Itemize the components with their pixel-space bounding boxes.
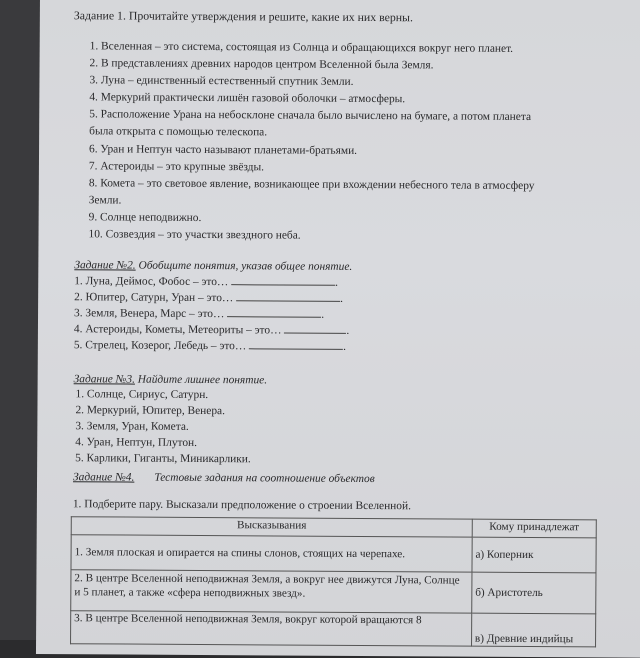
task3-item: 1. Солнце, Сириус, Сатурн. bbox=[75, 388, 209, 402]
task2-item: 2. Юпитер, Сатурн, Уран – это… . bbox=[74, 291, 344, 305]
table-cell-author: б) Аристотель bbox=[472, 572, 596, 614]
answer-blank[interactable] bbox=[231, 274, 335, 286]
answer-blank[interactable] bbox=[284, 322, 346, 333]
task2-heading bbox=[74, 258, 352, 274]
task3-item: 5. Карлики, Гиганты, Миникарлики. bbox=[75, 452, 251, 466]
table-row bbox=[71, 611, 596, 647]
table-row bbox=[71, 535, 596, 573]
answer-blank[interactable] bbox=[227, 306, 321, 318]
task3-instruction: Найдите лишнее понятие. bbox=[134, 373, 268, 387]
task3-label: Задание №3. bbox=[73, 373, 136, 386]
matching-table bbox=[70, 516, 597, 647]
task3-item: 2. Меркурий, Юпитер, Венера. bbox=[75, 404, 225, 418]
task1-item: 8. Комета – это световое явление, возникающее при вхождении небесного тела в атмосферу bbox=[88, 177, 535, 193]
task1-item: была открыта с помощью телескопа. bbox=[89, 125, 268, 139]
task2-item: 4. Астероиды, Кометы, Метеориты – это… . bbox=[73, 323, 350, 337]
task2-label: Задание №2. bbox=[74, 259, 136, 272]
task1-item: 6. Уран и Нептун часто называют планетами-братьями. bbox=[89, 143, 358, 157]
task2-instruction: Обобщите понятия, указав общее понятие. bbox=[135, 259, 353, 273]
task2-item: 5. Стрелец, Козерог, Лебедь – это… . bbox=[73, 339, 347, 353]
task2-item-text: 4. Астероиды, Кометы, Метеориты – это… bbox=[73, 323, 282, 337]
task4-label: Задание №4. bbox=[73, 471, 135, 484]
task2-item-text: 3. Земля, Венера, Марс – это… bbox=[74, 307, 225, 321]
task4-subtask: 1. Подберите пару. Высказали предположение о строении Вселенной. bbox=[72, 498, 411, 513]
task1-item: 9. Солнце неподвижно. bbox=[88, 211, 202, 224]
table-cell-author: в) Древние индийцы bbox=[471, 613, 595, 647]
task3-item: 4. Уран, Нептун, Плутон. bbox=[75, 436, 198, 449]
task4-instruction: Тестовые задания на соотношение объектов bbox=[154, 471, 375, 486]
task2-item-text: 2. Юпитер, Сатурн, Уран – это… bbox=[74, 291, 234, 305]
task1-item: 2. В представлениях древних народов центром Вселенной была Земля. bbox=[89, 57, 434, 72]
worksheet-paper bbox=[36, 0, 640, 658]
task3-heading bbox=[74, 372, 268, 387]
task1-item: 3. Луна – единственный естественный спутник Земли. bbox=[89, 74, 354, 88]
task1-item: 7. Астероиды – это крупные звёзды. bbox=[88, 160, 265, 174]
task1-item: 10. Созвездия – это участки звездного неба. bbox=[88, 228, 301, 242]
task1-item: 1. Вселенная – это система, состоящая из Солнца и обращающихся вокруг него планет. bbox=[89, 40, 514, 55]
task2-item: 1. Луна, Деймос, Фобос – это… . bbox=[74, 275, 339, 289]
table-row bbox=[71, 570, 596, 614]
table-header-authors: Кому принадлежат bbox=[472, 519, 596, 538]
task3-item: 3. Земля, Уран, Комета. bbox=[75, 420, 189, 433]
task1-item: 5. Расположение Урана на небосклоне сначала было вычислено на бумаге, а потом планета bbox=[89, 108, 532, 124]
table-header-statements: Высказывания bbox=[71, 517, 472, 537]
task1-item: 4. Меркурий практически лишён газовой оболочки – атмосферы. bbox=[89, 91, 406, 106]
task2-item-text: 5. Стрелец, Козерог, Лебедь – это… bbox=[73, 339, 247, 353]
table-cell-author: а) Коперник bbox=[472, 537, 596, 573]
table-cell-statement: 3. В центре Вселенной неподвижная Земля, вокруг которой вращаются 8 bbox=[71, 611, 472, 646]
task4-heading bbox=[73, 470, 375, 486]
task2-item: 3. Земля, Венера, Марс – это… . bbox=[74, 307, 325, 321]
task1-item: Земли. bbox=[88, 194, 122, 207]
table-cell-statement: 2. В центре Вселенной неподвижная Земля, а вокруг нее движутся Луна, Солнце и 5 планет, а также «сфера неподвижных звезд». bbox=[71, 570, 472, 613]
task2-item-text: 1. Луна, Деймос, Фобос – это… bbox=[74, 275, 229, 289]
table-cell-statement: 1. Земля плоская и опирается на спины слонов, стоящих на черепахе. bbox=[71, 535, 472, 572]
task1-heading: Задание 1. Прочитайте утверждения и решите, какие их них верны. bbox=[73, 8, 414, 25]
answer-blank[interactable] bbox=[236, 290, 340, 302]
answer-blank[interactable] bbox=[249, 338, 343, 350]
